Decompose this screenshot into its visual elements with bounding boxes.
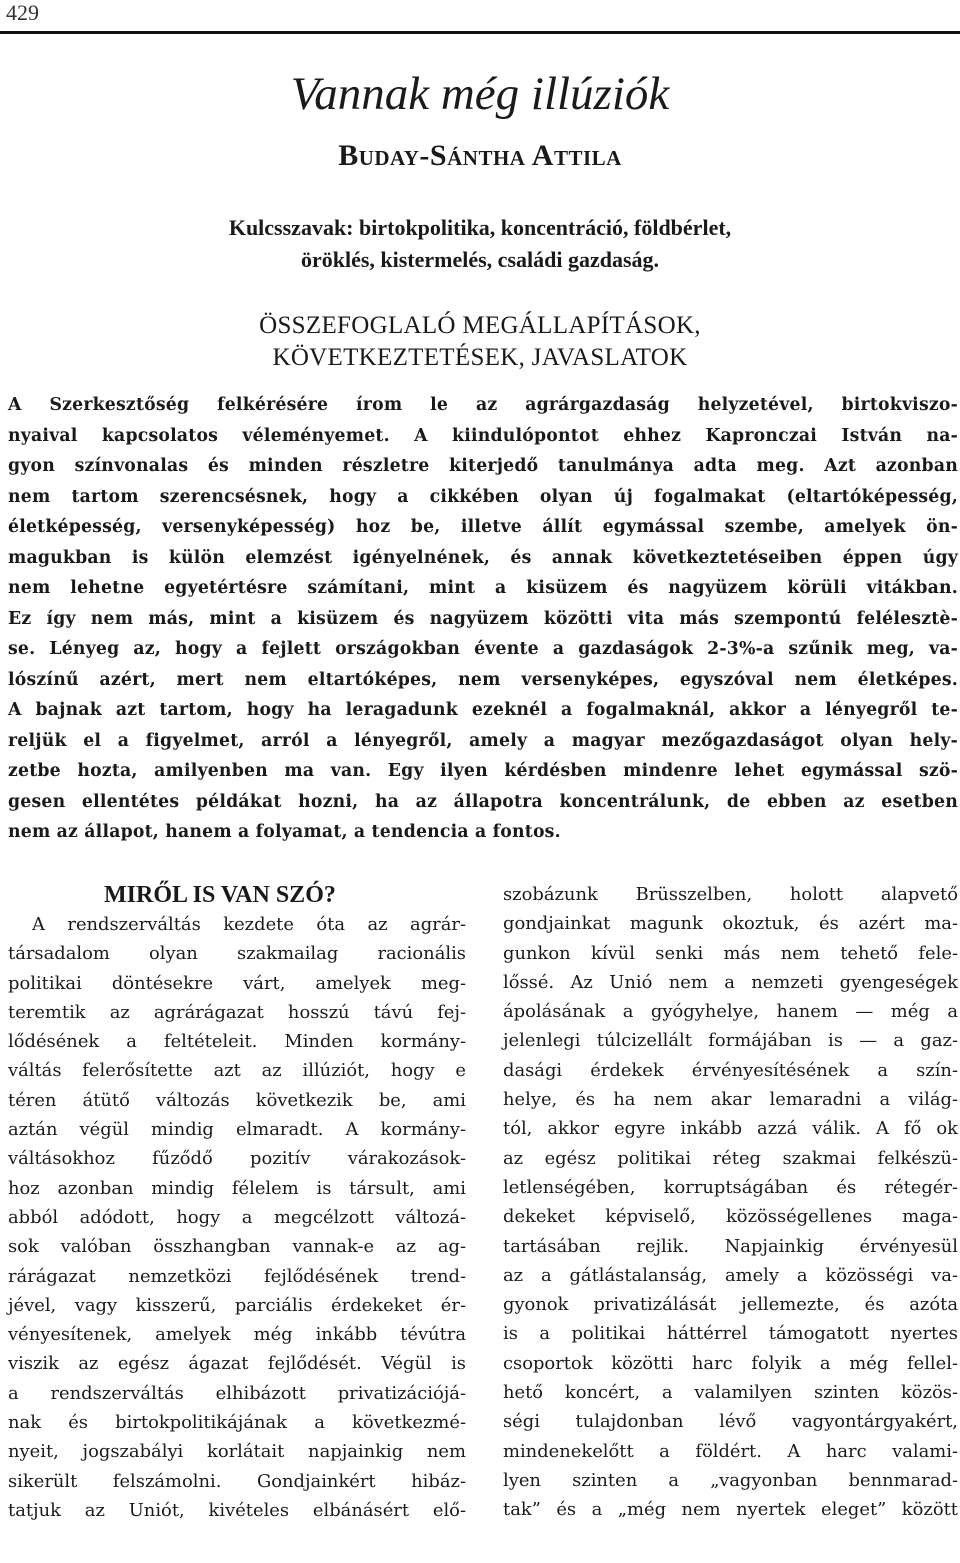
body-line: politikai döntésekre várt, amelyek meg-	[8, 972, 466, 994]
body-line: tartásában rejlik. Napjainkig érvényesül	[503, 1235, 958, 1257]
body-line: ségi tulajdonban lévő vagyontárgyakért,	[503, 1411, 958, 1433]
abstract-line: se. Lényeg az, hogy a fejlett országokban évente a gazdaságok 2-3%-a szűnik meg, va-	[8, 639, 958, 659]
abstract-line: zetbe hozta, amilyenben ma van. Egy ilyen kérdésben mindenre lehet egymással szö-	[8, 761, 958, 781]
header-rule	[0, 31, 960, 34]
body-line: gyonok privatizálását jellemezte, és azóta	[503, 1294, 958, 1316]
body-line: csoportok közötti harc folyik a még fellel-	[503, 1352, 958, 1374]
section-heading: MIRŐL IS VAN SZÓ?	[104, 882, 336, 908]
body-line: aztán végül mindig elmaradt. A kormány-	[8, 1119, 466, 1141]
body-line: lődésének a feltételeit. Minden kormány-	[8, 1031, 466, 1053]
page-number: 429	[6, 0, 39, 25]
abstract-line: Ez így nem más, mint a kisüzem és nagyüzem közötti vita más szempontú felélesztè-	[8, 608, 958, 629]
body-line: nyeit, jogszabályi korlátait napjainkig nem	[8, 1441, 466, 1463]
keywords-line: Kulcsszavak: birtokpolitika, koncentráció, földbérlet,	[228, 215, 732, 240]
body-line: hoz azonban mindig félelem is társult, ami	[8, 1177, 466, 1199]
abstract-line: nyaival kapcsolatos véleményemet. A kiindulópontot ehhez Kapronczai István na-	[8, 425, 958, 446]
abstract-line: gesen ellentétes példákat hozni, ha az állapotra koncentrálunk, de ebben az esetben	[8, 791, 958, 812]
abstract-line: életképesség, versenyképesség) hoz be, illetve állít egymással szembe, amelyek ön-	[8, 517, 958, 537]
body-line: viszik az egész ágazat fejlődését. Végül is	[8, 1353, 466, 1375]
body-line: abból adódott, hogy a megcélzott változá-	[8, 1206, 466, 1228]
keywords-line: öröklés, kistermelés, családi gazdaság.	[300, 247, 660, 272]
body-line: gondjainkat magunk okoztuk, és azért ma-	[503, 913, 958, 935]
summary-heading-line: ÖSSZEFOGLALÓ MEGÁLLAPÍTÁSOK,	[259, 312, 701, 339]
right-column	[503, 880, 958, 1525]
body-line: szobázunk Brüsszelben, holott alapvető	[503, 884, 958, 905]
body-line: a rendszerváltás elhibázott privatizációjá-	[8, 1382, 466, 1404]
body-line: téren átütő változás következik be, ami	[8, 1089, 466, 1111]
body-line: dekeket képviselő, közösségellenes maga-	[503, 1206, 958, 1228]
body-line: mindenekelőtt a földért. A harc valami-	[503, 1440, 958, 1462]
body-line: sikerült felszámolni. Gondjainkért hibáz-	[8, 1470, 466, 1492]
body-line: az egész politikai réteg szakmai felkészü-	[503, 1147, 958, 1169]
article-author: Buday-Sántha Attila	[338, 139, 622, 172]
body-line: ápolásának a gyógyhelye, hanem — még a	[503, 1001, 958, 1023]
body-line: tak” és a „még nem nyertek eleget” között	[503, 1499, 958, 1521]
abstract-line: A Szerkesztőség felkérésére írom le az agrárgazdaság helyzetével, birtokviszo-	[8, 395, 958, 415]
body-line: letlenségében, korruptságában és rétegér-	[503, 1176, 958, 1198]
body-line: tól, akkor egyre inkább azzá válik. A fő ok	[503, 1118, 958, 1140]
summary-heading-line: KÖVETKEZTETÉSEK, JAVASLATOK	[272, 344, 688, 371]
abstract-line: magukban is külön elemzést igényelnének, és annak következtetéseiben éppen úgy	[8, 547, 958, 568]
body-line: jével, vagy kisszerű, parciális érdekeket ér-	[8, 1294, 466, 1316]
article-title: Vannak még illúziók	[290, 68, 670, 120]
body-line: jelenlegi túlcizellált formájában is — a gaz-	[503, 1030, 958, 1052]
abstract-line: reljük el a figyelmet, arról a lényegről, amely a magyar mezőgazdaságot olyan hely-	[8, 730, 958, 751]
body-line: tatjuk az Uniót, kivételes elbánásért elő-	[8, 1499, 466, 1521]
body-line: hető koncért, a valamilyen szinten közös-	[503, 1382, 958, 1404]
body-line: is a politikai háttérrel támogatott nyertes	[503, 1323, 958, 1345]
abstract-line: nem tartom szerencsésnek, hogy a cikkében olyan új fogalmakat (eltartóképesség,	[8, 486, 958, 507]
body-line: teremtik az agrárágazat hosszú távú fej-	[8, 1001, 466, 1023]
abstract-line: lószínű azért, mert nem eltartóképes, nem versenyképes, egyszóval nem életképes.	[8, 669, 958, 690]
body-line: A rendszerváltás kezdete óta az agrár-	[32, 914, 466, 935]
keywords	[0, 212, 960, 276]
body-line: lőssé. Az Unió nem a nemzeti gyengeségek	[503, 971, 958, 993]
body-line: sok valóban összhangban vannak-e az ag-	[8, 1236, 466, 1258]
body-line: vényesítenek, amelyek még inkább tévútra	[8, 1324, 466, 1346]
abstract-line: gyon színvonalas és minden részletre kiterjedő tanulmánya adta meg. Azt azonban	[8, 456, 958, 476]
body-line: váltásokhoz fűződő pozitív várakozások-	[8, 1148, 466, 1170]
body-line: dasági érdekek érvényesítésének a szín-	[503, 1059, 958, 1081]
abstract-line: nem az állapot, hanem a folyamat, a tendencia a fontos.	[8, 822, 561, 842]
body-line: társadalom olyan szakmailag racionális	[8, 943, 466, 965]
abstract-paragraph	[8, 390, 958, 848]
abstract-line: A bajnak azt tartom, hogy ha leragadunk ezeknél a fogalmaknál, akkor a lényegről te-	[8, 700, 958, 720]
left-column	[8, 880, 466, 1525]
body-line: nak és birtokpolitikájának a következmé-	[8, 1412, 466, 1434]
body-line: rárágazat nemzetközi fejlődésének trend-	[8, 1265, 466, 1287]
body-line: gunkon kívül senki más nem tehető fele-	[503, 942, 958, 964]
body-line: váltás felerősítette azt az illúziót, hogy e	[8, 1060, 466, 1082]
body-line: az a gátlástalanság, amely a közösségi va-	[503, 1264, 958, 1286]
body-line: lyen szinten a „vagyonban bennmarad-	[503, 1469, 958, 1491]
body-line: helye, és ha nem akar lemaradni a világ-	[503, 1089, 958, 1111]
summary-heading	[0, 310, 960, 374]
abstract-line: nem lehetne egyetértésre számítani, mint a kisüzem és nagyüzem körüli vitákban.	[8, 578, 958, 598]
